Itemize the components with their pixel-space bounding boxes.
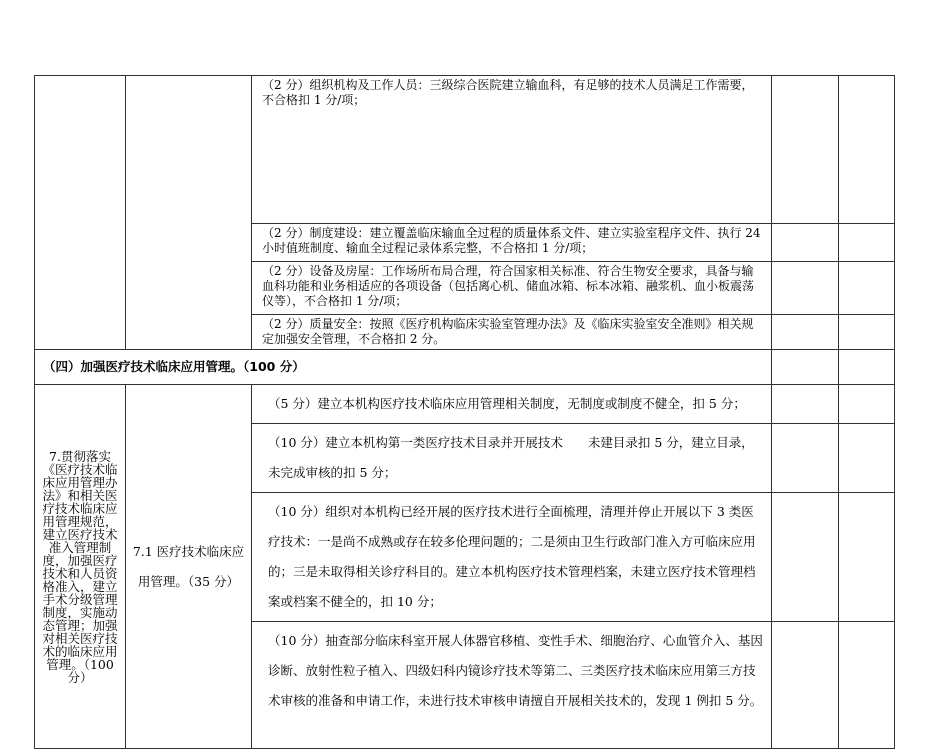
criteria-cell — [252, 262, 772, 315]
remark-cell — [839, 424, 895, 493]
remark-cell — [839, 315, 895, 350]
table-row — [35, 76, 895, 224]
criteria-text: （2 分）制度建设：建立覆盖临床输血全过程的质量体系文件、建立实验室程序文件、执行 24 小时值班制度、输血全过程记录体系完整，不合格扣 1 分/项； — [262, 226, 761, 255]
criteria-text: （10 分）建立本机构第一类医疗技术目录并开展技术 未建目录扣 5 分，建立目录，未完成审核的扣 5 分； — [268, 435, 754, 480]
criteria-text: （2 分）质量安全：按照《医疗机构临床实验室管理办法》及《临床实验室安全准则》相关规定加强安全管理，不合格扣 2 分。 — [262, 317, 754, 346]
criteria-text: （5 分）建立本机构医疗技术临床应用管理相关制度，无制度或制度不健全，扣 5 分； — [268, 396, 746, 411]
score-cell — [772, 224, 839, 262]
remark-cell — [839, 262, 895, 315]
item-7-1-cell: 7.1 医疗技术临床应用管理。（35 分） — [126, 385, 252, 749]
remark-cell — [839, 622, 895, 749]
criteria-cell — [252, 224, 772, 262]
score-cell — [772, 350, 839, 385]
remark-cell — [839, 350, 895, 385]
score-cell — [772, 385, 839, 424]
criteria-cell — [252, 493, 772, 622]
criteria-text: （2 分）设备及房屋：工作场所布局合理，符合国家相关标准、符合生物安全要求，具备与输血科功能和业务相适应的各项设备（包括离心机、储血冰箱、标本冰箱、融浆机、血小板震荡仪等），不合格扣 1 分/项； — [262, 264, 755, 308]
remark-cell — [839, 76, 895, 224]
section-title: （四）加强医疗技术临床应用管理。（100 分） — [35, 350, 772, 385]
section-row — [35, 350, 895, 385]
blank-item-cell — [35, 76, 126, 350]
criteria-cell — [252, 315, 772, 350]
blank-subitem-cell — [126, 76, 252, 350]
score-cell — [772, 493, 839, 622]
score-cell — [772, 262, 839, 315]
score-cell — [772, 315, 839, 350]
remark-cell — [839, 224, 895, 262]
criteria-cell — [252, 76, 772, 224]
table-row — [35, 385, 895, 424]
criteria-text: （10 分）组织对本机构已经开展的医疗技术进行全面梳理，清理并停止开展以下 3 类医疗技术：一是尚不成熟或存在较多伦理问题的；二是须由卫生行政部门准入方可临床应用的；三是未取得相关诊疗科目的。建立本机构医疗技术管理档案，未建立医疗技术管理档案或档案不健全的，扣 10 分； — [268, 504, 756, 609]
criteria-cell — [252, 385, 772, 424]
score-cell — [772, 424, 839, 493]
criteria-cell — [252, 424, 772, 493]
remark-cell — [839, 385, 895, 424]
criteria-cell — [252, 622, 772, 749]
criteria-text: （10 分）抽查部分临床科室开展人体器官移植、变性手术、细胞治疗、心血管介入、基因诊断、放射性粒子植入、四级妇科内镜诊疗技术等第二、三类医疗技术临床应用第三方技术审核的准备和申请工作，未进行技术审核申请擅自开展相关技术的，发现 1 例扣 5 分。 — [268, 633, 763, 708]
criteria-text: （2 分）组织机构及工作人员：三级综合医院建立输血科，有足够的技术人员满足工作需要，不合格扣 1 分/项； — [262, 78, 754, 107]
score-cell — [772, 76, 839, 224]
remark-cell — [839, 493, 895, 622]
score-cell — [772, 622, 839, 749]
assessment-table — [34, 75, 895, 749]
item-7-cell: 7.贯彻落实《医疗技术临床应用管理办法》和相关医疗技术临床应用管理规范，建立医疗技术准入管理制度，加强医疗技术和人员资格准入，建立手术分级管理制度，实施动态管理；加强对相关医疗技术的临床应用管理。（100 分） — [35, 385, 126, 749]
